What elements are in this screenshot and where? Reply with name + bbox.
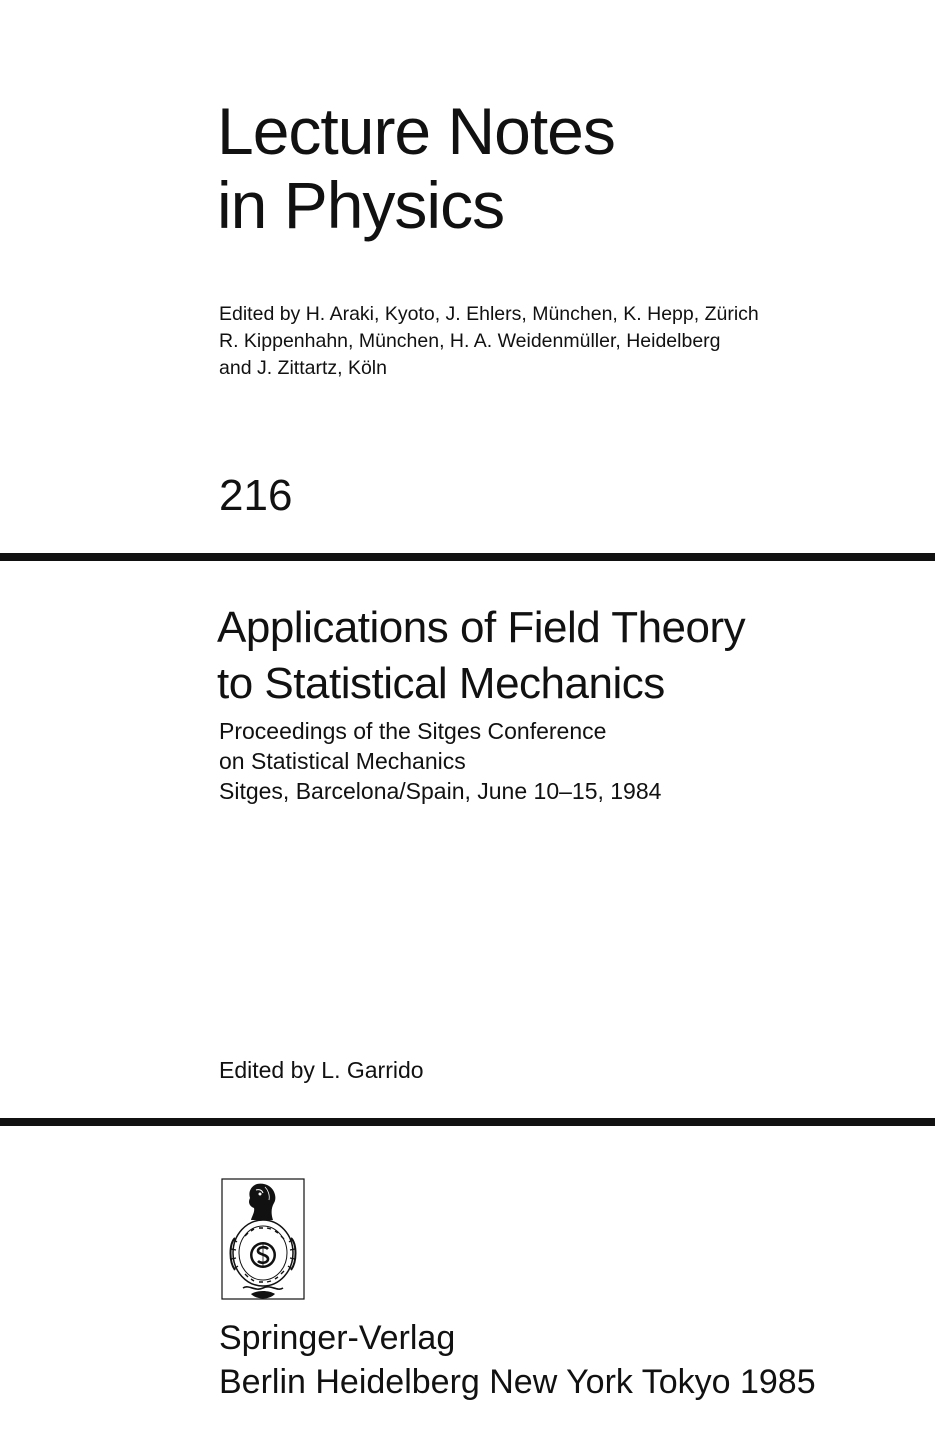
series-title-line-1: Lecture Notes bbox=[217, 94, 615, 168]
book-editor: Edited by L. Garrido bbox=[219, 1057, 424, 1083]
book-subtitle bbox=[219, 716, 661, 806]
publisher-name: Springer-Verlag bbox=[219, 1319, 456, 1357]
publisher bbox=[219, 1316, 816, 1404]
book-subtitle-line-3: Sitges, Barcelona/Spain, June 10–15, 1984 bbox=[219, 778, 662, 804]
book-title bbox=[217, 600, 745, 712]
series-editors bbox=[219, 301, 759, 382]
volume-number: 216 bbox=[219, 471, 293, 520]
top-divider bbox=[0, 553, 935, 561]
series-title-line-2: in Physics bbox=[217, 168, 505, 242]
book-subtitle-line-2: on Statistical Mechanics bbox=[219, 748, 466, 774]
publisher-cities-year: Berlin Heidelberg New York Tokyo 1985 bbox=[219, 1363, 816, 1401]
book-title-line-1: Applications of Field Theory bbox=[217, 603, 746, 652]
series-editors-line-3: and J. Zittartz, Köln bbox=[219, 357, 387, 379]
series-editors-line-2: R. Kippenhahn, München, H. A. Weidenmüller, Heidelberg bbox=[219, 330, 721, 352]
series-title bbox=[217, 94, 615, 242]
book-subtitle-line-1: Proceedings of the Sitges Conference bbox=[219, 718, 607, 744]
springer-knight-logo-icon bbox=[221, 1178, 305, 1304]
series-editors-line-1: Edited by H. Araki, Kyoto, J. Ehlers, München, K. Hepp, Zürich bbox=[219, 303, 759, 325]
book-title-line-2: to Statistical Mechanics bbox=[217, 659, 665, 708]
bottom-divider bbox=[0, 1118, 935, 1126]
